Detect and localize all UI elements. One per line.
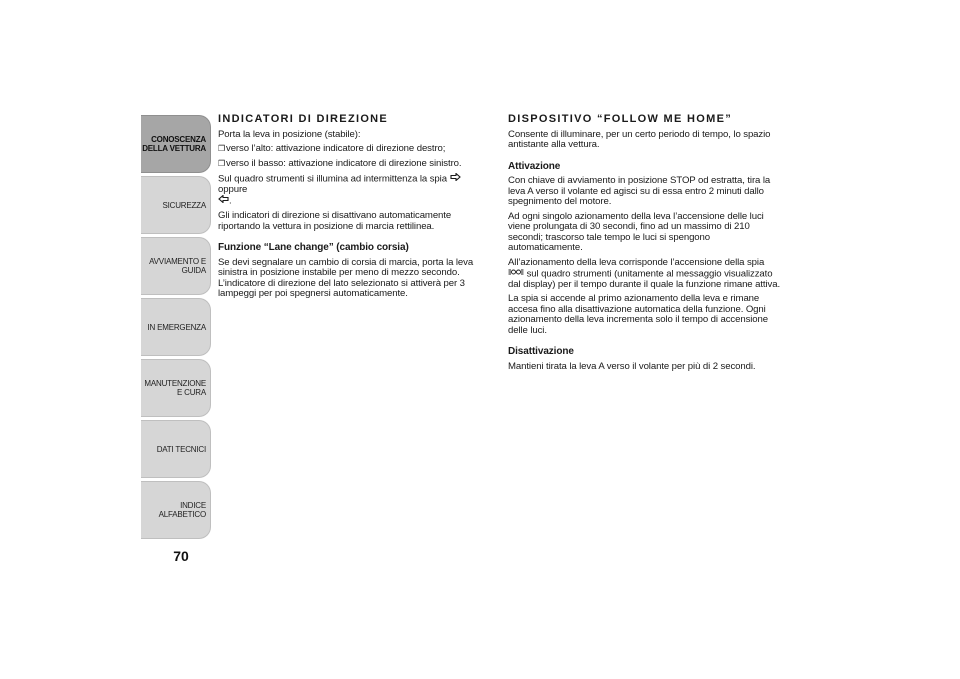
- activation-text-3: All’azionamento della leva corrisponde l’accensione della spia sul quadro strumenti (unitamente al messaggio visualizzato dal display) per il tempo durante il quale la funzione rimane attiva.: [508, 256, 781, 290]
- lane-change-title: Funzione “Lane change” (cambio corsia): [218, 242, 409, 254]
- activation-title: Attivazione: [508, 160, 561, 172]
- bullet-item: ❒verso il basso: attivazione indicatore di direzione sinistro.: [218, 157, 462, 169]
- activation-text-1: Con chiave di avviamento in posizione STOP od estratta, tira la leva A verso il volante ed agisci su di essa entro 2 minuti dallo spegnimento del motore.: [508, 175, 771, 207]
- activation-text-4: La spia si accende al primo azionamento della leva e rimane accesa fino alla disattivazione automatica della funzione. Ogni azionamento della leva incrementa solo il tempo di accensione delle luci.: [508, 293, 769, 336]
- activation-text-2: Ad ogni singolo azionamento della leva l’accensione delle luci viene prolungata di 30 secondi, fino ad un massimo di 210 secondi; trascorso tale tempo le luci si spengono automaticamente.: [508, 210, 764, 253]
- tab-label: DATI TECNICI: [156, 444, 206, 454]
- section-indicatori-di-direzione: [218, 114, 490, 304]
- tab-indice-alfabetico[interactable]: [141, 481, 211, 539]
- right-arrow-turn-signal-icon: [450, 173, 461, 185]
- deactivation-title: Disattivazione: [508, 346, 574, 358]
- section-title: DISPOSITIVO “FOLLOW ME HOME”: [508, 113, 733, 125]
- bullet-item: ❒verso l’alto: attivazione indicatore di direzione destro;: [218, 143, 446, 154]
- page-number: 70: [173, 548, 189, 564]
- lane-change-text: Se devi segnalare un cambio di corsia di marcia, porta la leva sinistra in posizione instabile per meno di mezzo secondo. L’indicatore di direzione del lato selezionato si attiverà per 3 lampeggi per poi spegnersi automaticamente.: [218, 256, 474, 300]
- tab-label: IN EMERGENZA: [147, 322, 206, 332]
- auto-off-text: Gli indicatori di direzione si disattivano automaticamente riportando la vettura in posizione di marcia rettilinea.: [218, 210, 452, 232]
- bullet-checkbox-icon: ❒: [218, 158, 226, 168]
- deactivation-text: Mantieni tirata la leva A verso il volante per più di 2 secondi.: [508, 360, 756, 372]
- section-follow-me-home: [508, 114, 784, 376]
- follow-me-home-lamp-icon: [508, 268, 524, 280]
- bullet-checkbox-icon: ❒: [218, 144, 226, 153]
- tab-in-emergenza[interactable]: [141, 298, 211, 356]
- intro-text: Porta la leva in posizione (stabile):: [218, 128, 361, 140]
- tab-avviamento-e-guida[interactable]: [141, 237, 211, 295]
- chapter-sidebar: [141, 115, 211, 542]
- intro-text: Consente di illuminare, per un certo periodo di tempo, lo spazio antistante alla vettura.: [508, 128, 771, 150]
- tab-label: AVVIAMENTO E GUIDA: [149, 257, 206, 275]
- tab-conoscenza-della-vettura[interactable]: [141, 115, 211, 173]
- tab-dati-tecnici[interactable]: [141, 420, 211, 478]
- tab-label: SICUREZZA: [162, 200, 206, 210]
- tab-label: INDICE ALFABETICO: [158, 501, 206, 519]
- section-title: INDICATORI DI DIREZIONE: [218, 113, 389, 125]
- tab-sicurezza[interactable]: [141, 176, 211, 234]
- tab-label: MANUTENZIONE E CURA: [144, 379, 206, 397]
- tab-manutenzione-e-cura[interactable]: [141, 359, 211, 417]
- tab-label: CONOSCENZA DELLA VETTURA: [142, 135, 206, 153]
- lamp-paragraph: Sul quadro strumenti si illumina ad intermittenza la spia oppure .: [218, 173, 490, 207]
- left-arrow-turn-signal-icon: [218, 195, 229, 207]
